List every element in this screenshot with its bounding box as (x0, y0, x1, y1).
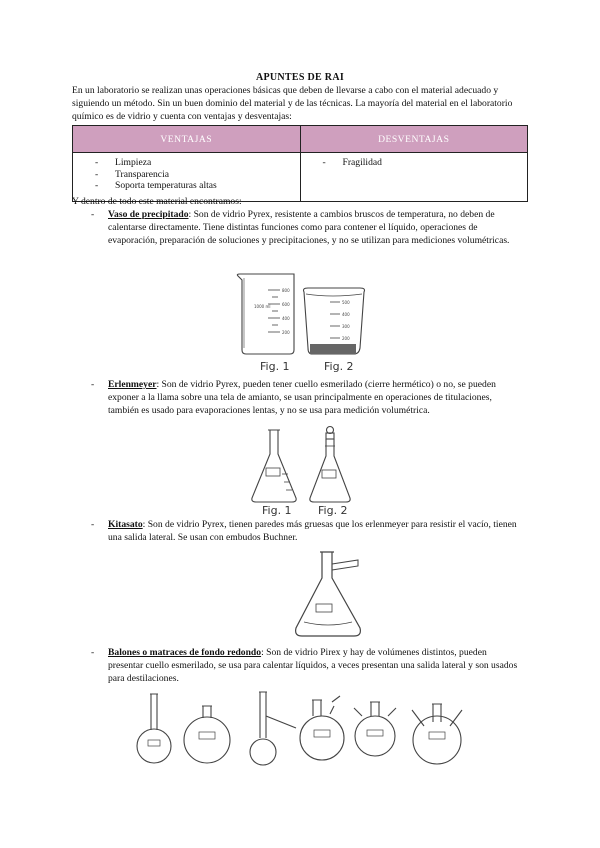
svg-text:400: 400 (282, 316, 290, 321)
intro-paragraph: En un laboratorio se realizan unas operaciones básicas que deben de llevarse a cabo con el material adecuado y siguiendo un método. Sin un buen dominio del material y de las técnicas. La mayoría del material en el laboratorio químico es de vidrio y cuenta con ventajas y desventajas: (72, 85, 513, 122)
list-item-balones: - Balones o matraces de fondo redondo: Son de vidrio Pirex y hay de volúmenes distintos, pueden presentar cuello esmerilado, se usa para calentar líquidos, a veces presentan una salida lateral y son usados para destilaciones. (91, 647, 518, 684)
ventajas-cell (73, 153, 301, 202)
svg-text:300: 300 (342, 324, 350, 329)
beakers-figure (232, 268, 372, 374)
balones-figure (132, 690, 480, 768)
list-item: - Transparencia (95, 168, 169, 180)
svg-text:200: 200 (282, 330, 290, 335)
caption-fig2: Fig. 2 (318, 504, 348, 516)
svg-text:800: 800 (282, 288, 290, 293)
caption-fig1: Fig. 1 (260, 360, 290, 373)
svg-text:200: 200 (342, 336, 350, 341)
term-vaso: Vaso de precipitado (108, 209, 189, 220)
erlenmeyer-figure (246, 424, 366, 516)
list-item: - Soporta temperaturas altas (95, 180, 217, 191)
list-item: - Limpieza (95, 157, 152, 168)
header-desventajas: DESVENTAJAS (300, 126, 528, 153)
term-erlenmeyer: Erlenmeyer (108, 379, 157, 390)
header-ventajas: VENTAJAS (73, 126, 301, 153)
list-item-kitasato: - Kitasato: Son de vidrio Pyrex, tienen paredes más gruesas que los erlenmeyer para resistir el vacío, tienen una salida lateral. Se usan con embudos Buchner. (91, 519, 517, 543)
list-item-vaso: - Vaso de precipitado: Son de vidrio Pyrex, resistente a cambios bruscos de temperatura, no deben de calentarse directamente. Tiene distintas funciones como para contener el líquido, operaciones de evaporación, preparación de soluciones y precipitaciones, y no se utilizan para mediciones volumétricas. (91, 209, 510, 246)
term-kitasato: Kitasato (108, 519, 143, 530)
desventajas-cell (300, 153, 528, 202)
kitasato-figure (286, 548, 382, 640)
list-item: - Fragilidad (322, 157, 382, 168)
svg-text:600: 600 (282, 302, 290, 307)
section-intro: Y dentro de todo este material encontramos: (72, 196, 242, 207)
list-item-erlenmeyer: - Erlenmeyer: Son de vidrio Pyrex, pueden tener cuello esmerilado (cierre hermético) o no, se pueden exponer a la llama sobre una tela de amianto, se usan principalmente en operaciones de titulaciones, también es usado para evaporaciones lentas, y no se usa para medición volumétrica. (91, 379, 496, 416)
svg-text:400: 400 (342, 312, 350, 317)
term-balones: Balones o matraces de fondo redondo (108, 647, 262, 658)
page-title: APUNTES DE RAI (255, 72, 345, 83)
svg-text:500: 500 (342, 300, 350, 305)
advantages-table (72, 125, 528, 202)
svg-text:1000 ml: 1000 ml (254, 304, 271, 309)
caption-fig1: Fig. 1 (262, 504, 292, 516)
caption-fig2: Fig. 2 (324, 360, 354, 373)
